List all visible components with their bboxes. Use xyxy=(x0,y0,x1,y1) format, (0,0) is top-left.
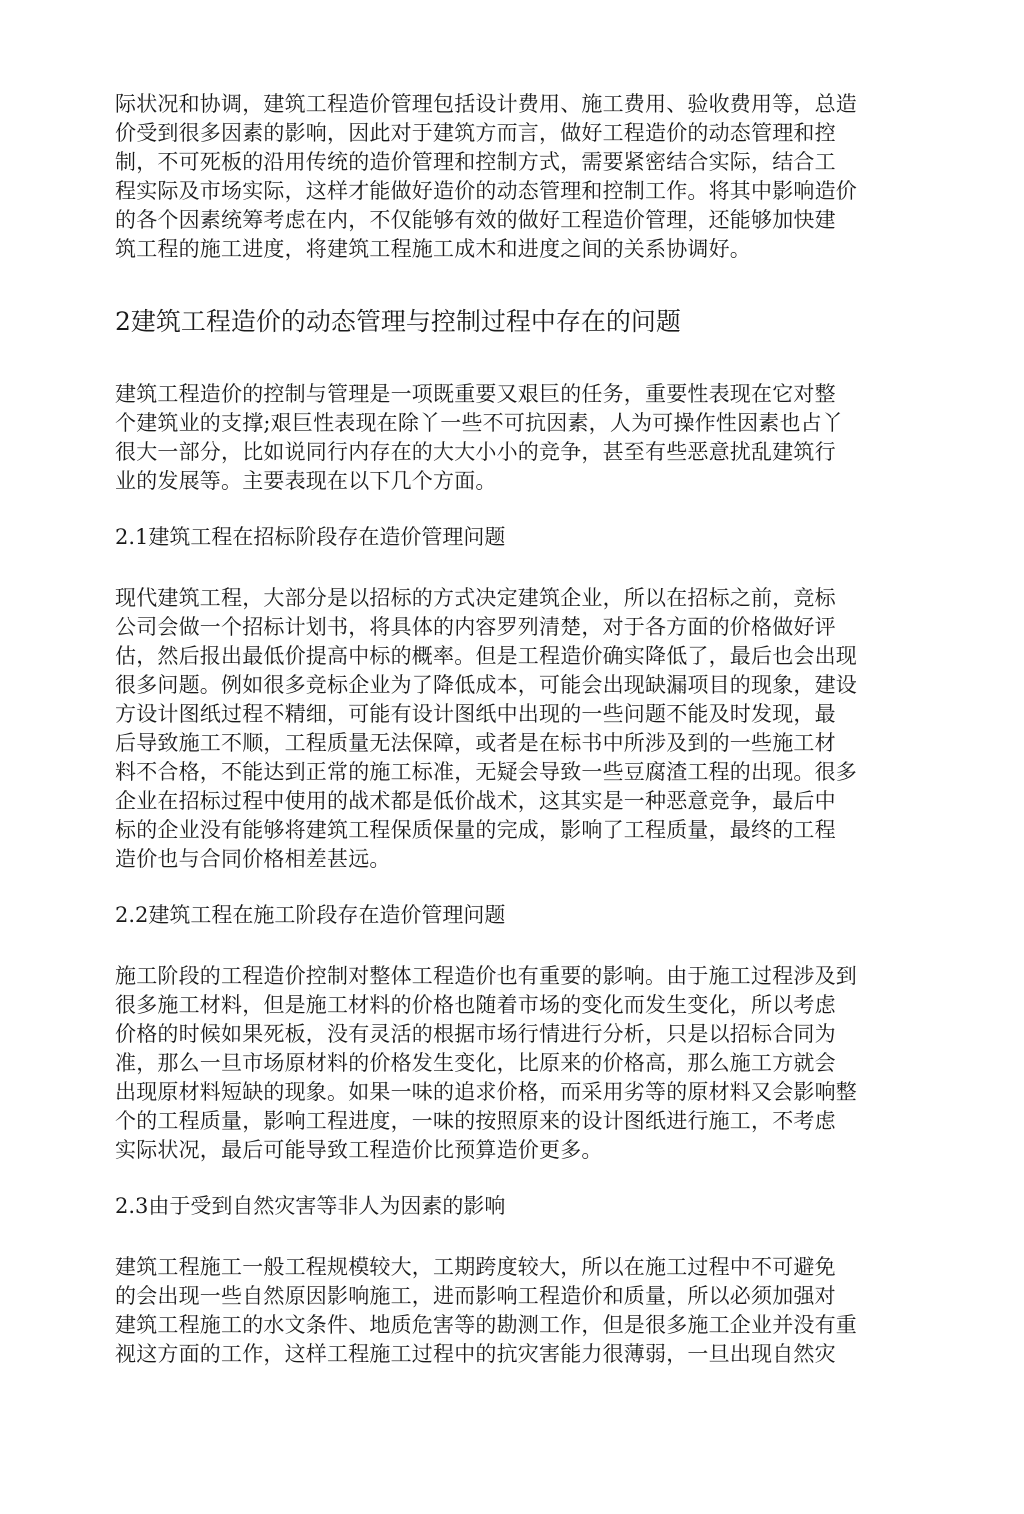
text-line: 价格的时候如果死板，没有灵活的根据市场行情进行分析，只是以招标合同为 xyxy=(115,1022,836,1046)
text-line: 建筑工程造价的控制与管理是一项既重要又艰巨的任务，重要性表现在它对整 xyxy=(115,382,836,406)
subsection-heading-2-2: 2.2建筑工程在施工阶段存在造价管理问题 xyxy=(115,903,506,927)
text-line: 很大一部分，比如说同行内存在的大大小小的竞争，甚至有些恶意扰乱建筑行 xyxy=(115,440,836,464)
text-line: 准，那么一旦市场原材料的价格发生变化，比原来的价格高，那么施工方就会 xyxy=(115,1051,836,1075)
text-line: 业的发展等。主要表现在以下几个方面。 xyxy=(115,469,497,493)
text-line: 估，然后报出最低价提高中标的概率。但是工程造价确实降低了，最后也会出现 xyxy=(115,644,857,668)
text-line: 造价也与合同价格相差甚远。 xyxy=(115,847,391,871)
text-line: 施工阶段的工程造价控制对整体工程造价也有重要的影响。由于施工过程涉及到 xyxy=(115,964,857,988)
text-line: 出现原材料短缺的现象。如果一味的追求价格，而采用劣等的原材料又会影响整 xyxy=(115,1080,857,1104)
text-line: 程实际及市场实际，这样才能做好造价的动态管理和控制工作。将其中影响造价 xyxy=(115,179,857,203)
text-line: 实际状况，最后可能导致工程造价比预算造价更多。 xyxy=(115,1138,603,1162)
text-line: 建筑工程施工一般工程规模较大，工期跨度较大，所以在施工过程中不可避免 xyxy=(115,1255,836,1279)
paragraph-section-2-3 xyxy=(115,1253,895,1369)
paragraph-section-2-1 xyxy=(115,584,895,874)
text-line: 个的工程质量，影响工程进度，一味的按照原来的设计图纸进行施工，不考虑 xyxy=(115,1109,836,1133)
text-line: 视这方面的工作，这样工程施工过程中的抗灾害能力很薄弱，一旦出现自然灾 xyxy=(115,1342,836,1366)
text-line: 个建筑业的支撑;艰巨性表现在除丫一些不可抗因素，人为可操作性因素也占丫 xyxy=(115,411,844,435)
subsection-heading-2-1: 2.1建筑工程在招标阶段存在造价管理问题 xyxy=(115,525,506,549)
text-line: 企业在招标过程中使用的战术都是低价战术，这其实是一种恶意竞争，最后中 xyxy=(115,789,836,813)
document-body xyxy=(115,90,895,1369)
text-line: 很多问题。例如很多竞标企业为了降低成本，可能会出现缺漏项目的现象，建设 xyxy=(115,673,857,697)
text-line: 公司会做一个招标计划书，将具体的内容罗列清楚，对于各方面的价格做好评 xyxy=(115,615,836,639)
paragraph-intro-continuation xyxy=(115,90,895,264)
section-heading-2: 2建筑工程造价的动态管理与控制过程中存在的问题 xyxy=(115,307,681,336)
text-line: 标的企业没有能够将建筑工程保质保量的完成，影响了工程质量，最终的工程 xyxy=(115,818,836,842)
text-line: 的各个因素统筹考虑在内，不仅能够有效的做好工程造价管理，还能够加快建 xyxy=(115,208,836,232)
paragraph-section-2-2 xyxy=(115,962,895,1165)
paragraph-section-2-intro xyxy=(115,380,895,496)
text-line: 方设计图纸过程不精细，可能有设计图纸中出现的一些问题不能及时发现，最 xyxy=(115,702,836,726)
subsection-heading-2-3: 2.3由于受到自然灾害等非人为因素的影响 xyxy=(115,1194,506,1218)
text-line: 制，不可死板的沿用传统的造价管理和控制方式，需要紧密结合实际，结合工 xyxy=(115,150,836,174)
text-line: 的会出现一些自然原因影响施工，进而影响工程造价和质量，所以必须加强对 xyxy=(115,1284,836,1308)
text-line: 很多施工材料，但是施工材料的价格也随着市场的变化而发生变化，所以考虑 xyxy=(115,993,836,1017)
text-line: 现代建筑工程，大部分是以招标的方式决定建筑企业，所以在招标之前，竞标 xyxy=(115,586,836,610)
text-line: 筑工程的施工进度，将建筑工程施工成木和进度之间的关系协调好。 xyxy=(115,237,751,261)
text-line: 际状况和协调，建筑工程造价管理包括设计费用、施工费用、验收费用等，总造 xyxy=(115,92,857,116)
text-line: 价受到很多因素的影响，因此对于建筑方而言，做好工程造价的动态管理和控 xyxy=(115,121,836,145)
text-line: 后导致施工不顺，工程质量无法保障，或者是在标书中所涉及到的一些施工材 xyxy=(115,731,836,755)
text-line: 建筑工程施工的水文条件、地质危害等的勘测工作，但是很多施工企业并没有重 xyxy=(115,1313,857,1337)
text-line: 料不合格，不能达到正常的施工标准，无疑会导致一些豆腐渣工程的出现。很多 xyxy=(115,760,857,784)
